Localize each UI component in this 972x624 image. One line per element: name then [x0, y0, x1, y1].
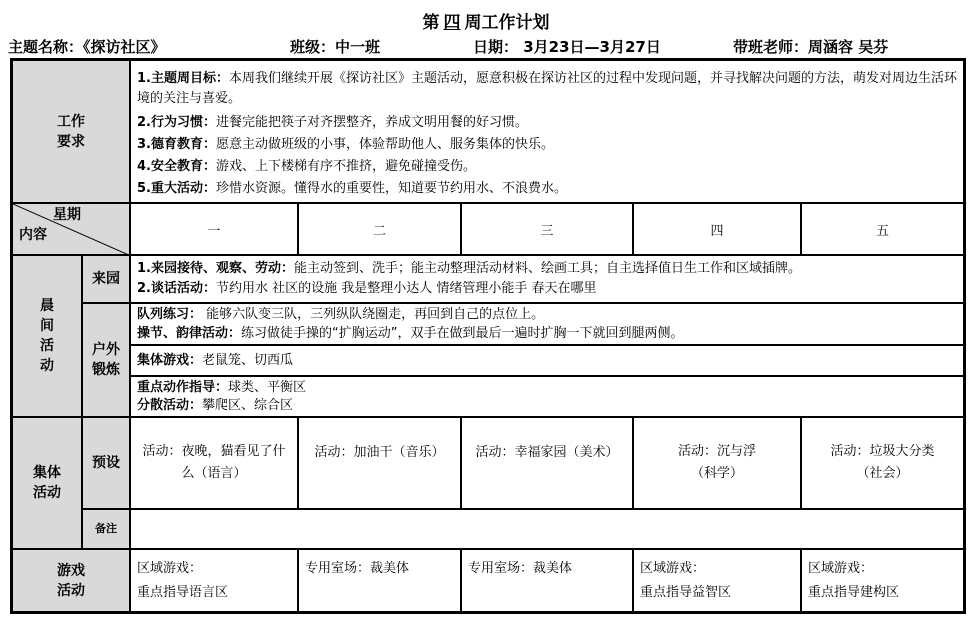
arrival-label: 来园	[82, 255, 130, 303]
rhythm-activity: 操节、韵律活动：练习做徒手操的“扩胸运动”，双手在做到最后一遍时扩胸一下就回到腿两侧。	[137, 326, 684, 341]
work-item-habit: 2.行为习惯：进餐完能把筷子对齐摆整齐，养成文明用餐的好习惯。	[137, 115, 528, 130]
key-movement-guide: 重点动作指导：球类、平衡区	[137, 380, 307, 395]
plan-table	[10, 58, 966, 614]
morning-label: 晨 间 活 动	[12, 255, 82, 417]
theme-name: 主题名称：《探访社区》	[8, 38, 166, 56]
work-item-event: 5.重大活动：珍惜水资源。懂得水的重要性，知道要节约用水、不浪费水。	[137, 181, 567, 196]
page-title: 第 四 周工作计划	[422, 13, 550, 33]
free-activity-content	[130, 376, 964, 417]
game-activity-label: 游戏 活动	[12, 549, 130, 612]
scattered-activity: 分散活动：攀爬区、综合区	[137, 398, 294, 413]
arrival-content	[130, 255, 964, 303]
plan-label: 预设	[82, 417, 130, 509]
drill-content	[130, 303, 964, 345]
plan-wednesday: 活动：幸福家园（美术）	[461, 417, 633, 509]
date-range: 日期： 3月23日—3月27日	[473, 38, 661, 56]
arrival-item-talk: 2.谈话活动：节约用水 社区的设施 我是整理小达人 情绪管理小能手 春天在哪里	[137, 281, 597, 296]
class-name: 班级：中一班	[290, 38, 381, 56]
game-monday: 区域游戏： 重点指导语言区	[130, 549, 298, 612]
group-game: 集体游戏：老鼠笼、切西瓜	[137, 353, 294, 368]
day-thursday: 四	[633, 203, 801, 255]
work-item-safety: 4.安全教育：游戏、上下楼梯有序不推挤，避免碰撞受伤。	[137, 159, 476, 174]
plan-tuesday: 活动：加油干（音乐）	[298, 417, 461, 509]
note-content	[130, 509, 964, 549]
day-tuesday: 二	[298, 203, 461, 255]
plan-friday: 活动：垃圾大分类 （社会）	[801, 417, 964, 509]
game-friday: 区域游戏： 重点指导建构区	[801, 549, 964, 612]
group-game-content	[130, 345, 964, 376]
outdoor-label: 户外 锻炼	[82, 303, 130, 417]
plan-thursday: 活动：沉与浮 （科学）	[633, 417, 801, 509]
day-friday: 五	[801, 203, 964, 255]
group-activity-label: 集体 活动	[12, 417, 82, 549]
diagonal-header	[12, 203, 130, 255]
week-number: 四	[443, 13, 461, 33]
day-monday: 一	[130, 203, 298, 255]
content-label: 内容	[19, 227, 47, 243]
arrival-item-reception: 1.来园接待、观察、劳动：能主动签到、洗手；能主动整理活动材料、绘画工具；自主选择值日生工作和区域插牌。	[137, 261, 801, 276]
teachers: 带班老师：周涵容 吴芬	[733, 38, 889, 56]
work-item-goal: 1.主题周目标：本周我们继续开展《探访社区》主题活动，愿意积极在探访社区的过程中发现问题，并寻找解决问题的方法，萌发对周边生活环境的关注与喜爱。	[137, 71, 957, 106]
game-tuesday: 专用室场：裁美体	[298, 549, 461, 612]
note-label: 备注	[82, 509, 130, 549]
game-wednesday: 专用室场：裁美体	[461, 549, 633, 612]
day-wednesday: 三	[461, 203, 633, 255]
plan-monday: 活动：夜晚，猫看见了什 么（语言）	[130, 417, 298, 509]
work-item-moral: 3.德育教育：愿意主动做班级的小事，体验帮助他人、服务集体的快乐。	[137, 137, 554, 152]
work-label: 工作 要求	[12, 60, 130, 203]
game-thursday: 区域游戏： 重点指导益智区	[633, 549, 801, 612]
queue-practice: 队列练习： 能够六队变三队，三列纵队绕圈走，再回到自己的点位上。	[137, 307, 545, 322]
weekday-label: 星期	[53, 207, 81, 223]
work-requirements	[130, 60, 964, 203]
